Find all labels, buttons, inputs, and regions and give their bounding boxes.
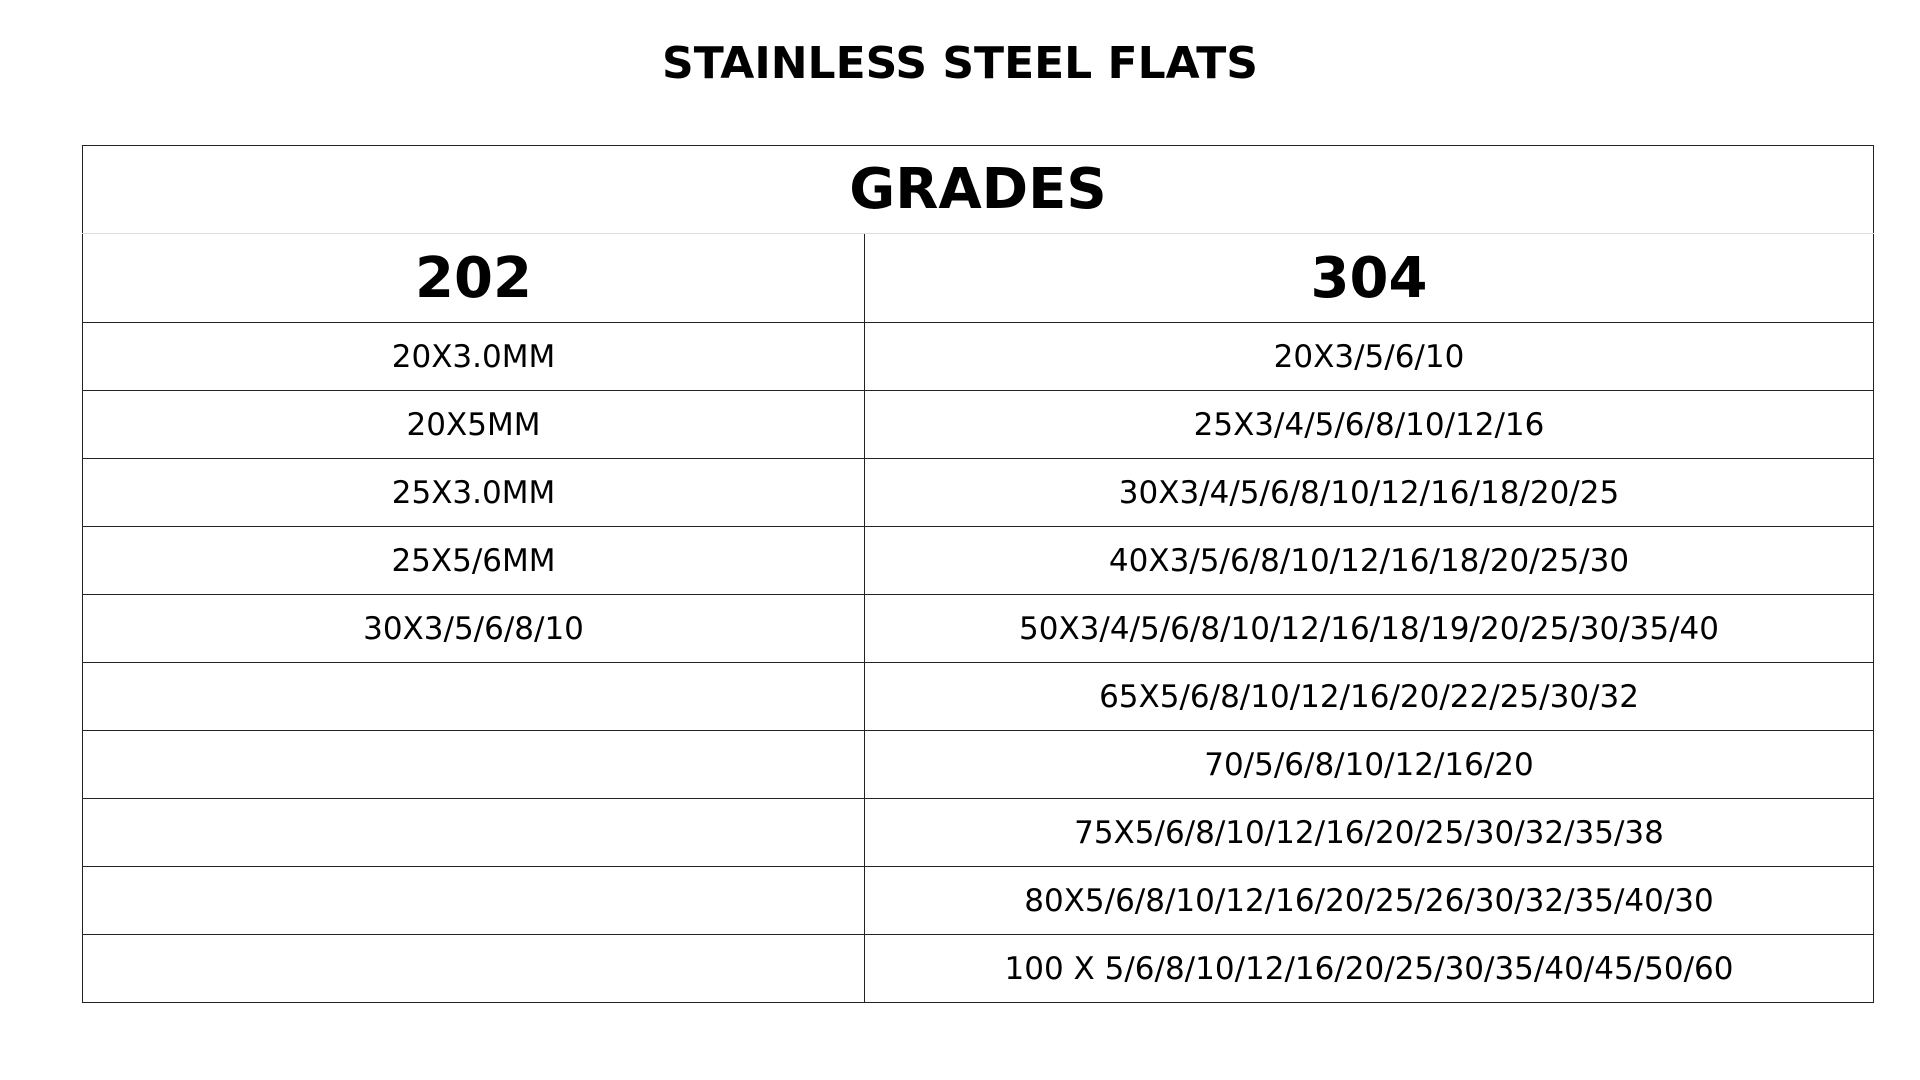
column-header-304: 304	[865, 234, 1874, 323]
table-row	[83, 595, 1874, 663]
grades-table	[82, 145, 1874, 1003]
cell-304: 100 X 5/6/8/10/12/16/20/25/30/35/40/45/50/60	[865, 935, 1874, 1003]
grades-header: GRADES	[83, 146, 1874, 234]
cell-202	[83, 799, 865, 867]
table-row	[83, 459, 1874, 527]
cell-202: 20X5MM	[83, 391, 865, 459]
cell-304: 50X3/4/5/6/8/10/12/16/18/19/20/25/30/35/40	[865, 595, 1874, 663]
table-row	[83, 935, 1874, 1003]
cell-304: 25X3/4/5/6/8/10/12/16	[865, 391, 1874, 459]
table-row	[83, 663, 1874, 731]
cell-304: 75X5/6/8/10/12/16/20/25/30/32/35/38	[865, 799, 1874, 867]
cell-202: 30X3/5/6/8/10	[83, 595, 865, 663]
cell-202	[83, 935, 865, 1003]
grade-header-row	[83, 234, 1874, 323]
cell-202: 25X5/6MM	[83, 527, 865, 595]
cell-202: 25X3.0MM	[83, 459, 865, 527]
cell-202	[83, 731, 865, 799]
cell-202: 20X3.0MM	[83, 323, 865, 391]
group-header-row	[83, 146, 1874, 234]
cell-304: 65X5/6/8/10/12/16/20/22/25/30/32	[865, 663, 1874, 731]
table-row	[83, 867, 1874, 935]
column-header-202: 202	[83, 234, 865, 323]
cell-304: 40X3/5/6/8/10/12/16/18/20/25/30	[865, 527, 1874, 595]
cell-304: 70/5/6/8/10/12/16/20	[865, 731, 1874, 799]
table-row	[83, 731, 1874, 799]
table-row	[83, 799, 1874, 867]
table-row	[83, 527, 1874, 595]
table-row	[83, 323, 1874, 391]
cell-304: 80X5/6/8/10/12/16/20/25/26/30/32/35/40/30	[865, 867, 1874, 935]
cell-304: 20X3/5/6/10	[865, 323, 1874, 391]
cell-304: 30X3/4/5/6/8/10/12/16/18/20/25	[865, 459, 1874, 527]
page-title: STAINLESS STEEL FLATS	[662, 38, 1258, 89]
table-row	[83, 391, 1874, 459]
cell-202	[83, 867, 865, 935]
cell-202	[83, 663, 865, 731]
